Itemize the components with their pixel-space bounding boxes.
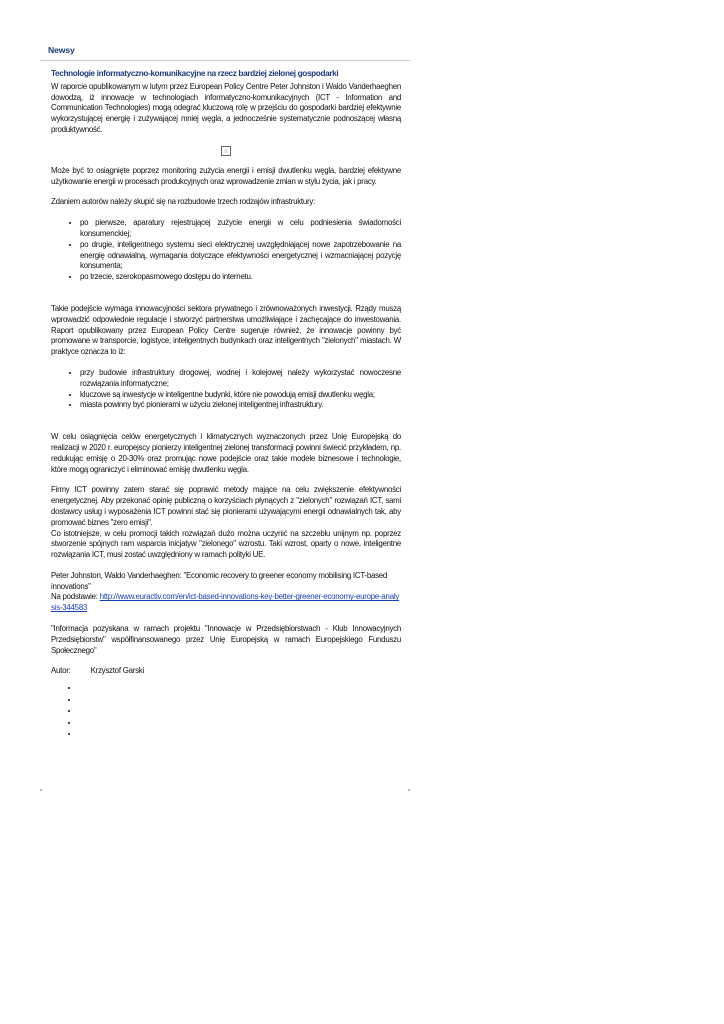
- empty-list-item: [79, 718, 401, 730]
- article-paragraph: Co istotniejsze, w celu promocji takich rozwiązań dużo można uczynić na szczeblu unijnym np. poprzez stworzenie spójnych ram wsparcia inicjatyw "zielonego" wzrostu. Taki wzrost, oparty o nowe, inteligentne rozwiązania ICT, musi zostać uwzględniony w ramach polityki UE.: [51, 528, 401, 560]
- footer-mark: [40, 789, 42, 791]
- author-label: Autor:: [51, 666, 71, 676]
- article-paragraph: Firmy ICT powinny zatem starać się poprawić metody mające na celu zwiększenie efektywności energetycznej. Aby przekonać opinię publiczną o korzyściach płynących z "zielonych" rozwiązań ICT, sami dostawcy usług i wyposażenia ICT powinni stać się pionierami używającymi energii odnawialnych tak, aby promować biznes "zero emisji".: [51, 485, 401, 527]
- section-title: Newsy: [48, 45, 75, 55]
- article-paragraph: Takie podejście wymaga innowacyjności sektora prywatnego i zrównoważonych inwestycji. Rządy muszą wprowadzić odpowiednie regulacje i stworzyć partnerstwa umożliwiające i zachęcające do inwestowania. Raport opublikowany przez European Policy Centre sugeruje również, że innowacje powinny być promowane w transporcie, logistyce, inteligentnych budynkach oraz inteligentnych "zielonych" miastach. W praktyce oznacza to iż:: [51, 303, 401, 357]
- article-title: Technologie informatyczno-komunikacyjne na rzecz bardziej zielonej gospodarki: [51, 69, 339, 78]
- article-intro: W raporcie opublikowanym w lutym przez European Policy Centre Peter Johnston i Waldo Vanderhaeghen dowodzą, iż innowacje w technologiach informatyczno-komunikacyjnych (ICT - Information and Communication Technologies) mogą odegrać kluczową rolę w przejściu do gospodarki bardziej efektywnie wykorzystującej energię i zużywającej mniej węgla, a jednocześnie systematycznie podnoszącej własną produktywność.: [51, 81, 401, 134]
- source-link[interactable]: http://www.euractiv.com/en/ict-based-innovations-key-better-greener-economy-europe-analysis-344583: [51, 592, 400, 613]
- list-item: • po drugie, inteligentnego systemu sieci elektrycznej uwzględniającej nowe zapotrzebowanie na energię odnawialną, wymagania dotyczące efektywności energetycznej i wzmacniającej pozycję konsumenta;: [80, 240, 401, 272]
- practice-list: [51, 368, 401, 411]
- article: [51, 69, 401, 751]
- empty-list: [51, 683, 401, 741]
- list-item: • po trzecie, szerokopasmowego dostępu do internetu.: [80, 272, 401, 283]
- list-item: • miasta powinny być pionierami w użyciu zielonej inteligentnej infrastruktury.: [80, 400, 401, 411]
- author-line: [51, 666, 401, 677]
- empty-list-item: [79, 683, 401, 695]
- page-frame: [40, 40, 410, 676]
- list-item: • przy budowie infrastruktury drogowej, wodnej i kolejowej należy wykorzystać nowoczesne rozwiązania informatyczne;: [80, 368, 401, 390]
- source-line: [51, 592, 401, 614]
- author-name: Krzysztof Garski: [90, 666, 144, 676]
- list-item: • po pierwsze, aparatury rejestrującej zużycie energii w celu podniesienia świadomości konsumenckiej;: [80, 218, 401, 240]
- source-reference: Peter Johnston, Waldo Vanderhaeghen: "Economic recovery to greener economy mobilising ICT-based innovations": [51, 570, 388, 591]
- infrastructure-list: [51, 218, 401, 283]
- header-divider: [40, 60, 410, 61]
- article-paragraph: W celu osiągnięcia celów energetycznych i klimatycznych wyznaczonych przez Unię Europejską do realizacji w 2020 r. europejscy pionierzy inteligentnej zielonej transformacji powinni świecić przykładem, np. redukując emisję o 20-30% oraz promując nowe podejście oraz takie modele biznesowe i technologie, które mogą ograniczyć i eliminować emisję dwutlenku węgla.: [51, 432, 401, 474]
- list-item: • kluczowe są inwestycje w inteligentne budynki, które nie powodują emisji dwutlenku węgla;: [80, 390, 401, 401]
- article-paragraph: Może być to osiągnięte poprzez monitoring zużycia energii i emisji dwutlenku węgla, bardziej efektywne użytkowanie energii w procesach produkcyjnych oraz wprowadzenie zmian w stylu życia, jak i pracy.: [51, 165, 401, 186]
- footer-mark: [408, 789, 410, 791]
- funding-note: "Informacja pozyskana w ramach projektu "Innowacje w Przedsiębiorstwach - Klub Innowacyjnych Przedsiębiorstw" współfinansowanego przez Unię Europejską w ramach Europejskiego Funduszu Społecznego": [51, 624, 401, 655]
- article-paragraph: Zdaniem autorów należy skupić się na rozbudowie trzech rodzajów infrastruktury:: [51, 197, 316, 207]
- empty-list-item: [79, 706, 401, 718]
- image-placeholder-icon: [221, 146, 231, 156]
- source-label: Na podstawie:: [51, 592, 100, 602]
- empty-list-item: [79, 695, 401, 707]
- empty-list-item: [79, 729, 401, 741]
